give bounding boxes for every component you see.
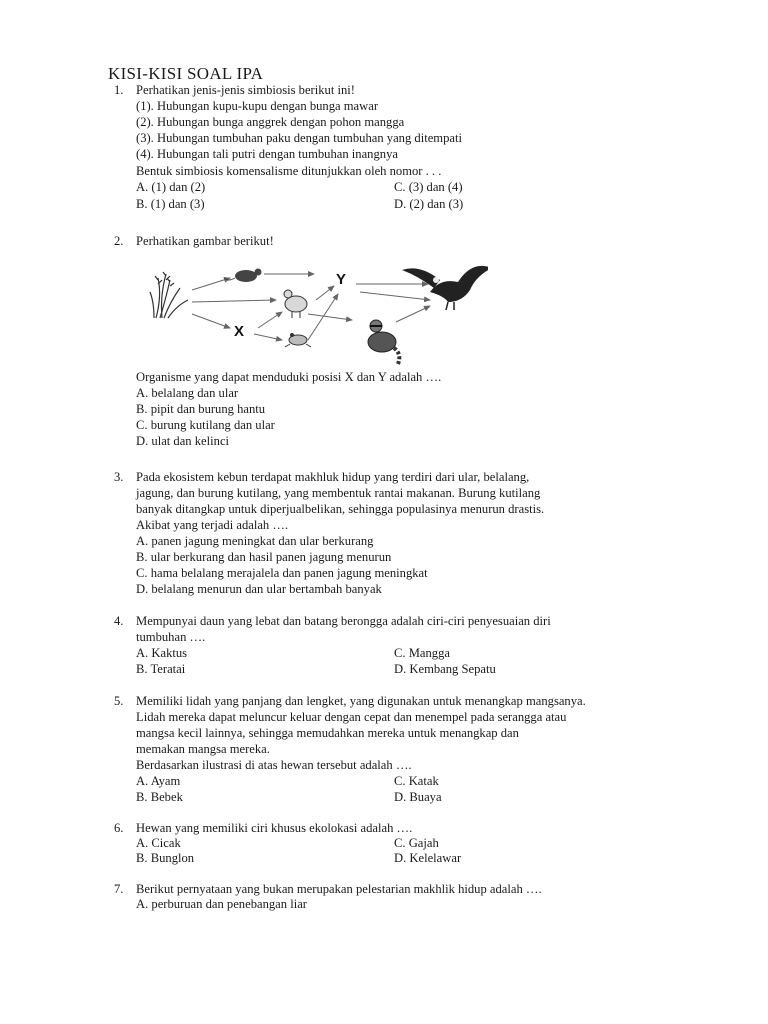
question-number: 3.: [114, 470, 124, 484]
option-a[interactable]: A. Ayam: [136, 774, 181, 788]
option-a[interactable]: A. Kaktus: [136, 646, 188, 660]
question-number: 6.: [114, 821, 124, 835]
statement-item: (4). Hubungan tali putri dengan tumbuhan inangnya: [136, 147, 398, 161]
option-c[interactable]: C. Mangga: [394, 646, 450, 660]
question-number: 2.: [114, 234, 124, 248]
option-b[interactable]: B. Bebek: [136, 790, 183, 804]
chicken-icon: [284, 290, 307, 318]
question-number: 7.: [114, 882, 124, 896]
question-text-line: Mempunyai daun yang lebat dan batang berongga adalah ciri-ciri penyesuaian diri: [136, 614, 551, 628]
question-number: 4.: [114, 614, 124, 628]
option-b[interactable]: B. pipit dan burung hantu: [136, 402, 266, 416]
mouse-icon: [224, 269, 262, 283]
food-web-diagram: [148, 256, 488, 368]
statement-item: (1). Hubungan kupu-kupu dengan bunga mawar: [136, 99, 379, 113]
option-b[interactable]: B. Teratai: [136, 662, 186, 676]
option-d[interactable]: D. belalang menurun dan ular bertambah banyak: [136, 582, 382, 596]
page-title: KISI-KISI SOAL IPA: [108, 64, 264, 83]
statement-item: (3). Hubungan tumbuhan paku dengan tumbuhan yang ditempati: [136, 131, 462, 145]
question-stem: Hewan yang memiliki ciri khusus ekolokasi adalah ….: [136, 821, 413, 835]
question-text-line: Lidah mereka dapat meluncur keluar dengan cepat dan menempel pada serangga atau: [136, 710, 567, 724]
question-text-line: Memiliki lidah yang panjang dan lengket, yang digunakan untuk menangkap mangsanya.: [136, 694, 586, 708]
option-b[interactable]: B. Bunglon: [136, 851, 195, 865]
option-b[interactable]: B. ular berkurang dan hasil panen jagung menurun: [136, 550, 392, 564]
question-stem: Berikut pernyataan yang bukan merupakan pelestarian makhlik hidup adalah ….: [136, 882, 542, 896]
option-c[interactable]: C. Gajah: [394, 836, 439, 850]
option-d[interactable]: D. Kembang Sepatu: [394, 662, 496, 676]
option-a[interactable]: A. perburuan dan penebangan liar: [136, 897, 307, 911]
option-c[interactable]: C. burung kutilang dan ular: [136, 418, 275, 432]
question-text-line: banyak ditangkap untuk diperjualbelikan, sehingga populasinya menurun drastis.: [136, 502, 545, 516]
question-number: 1.: [114, 83, 124, 97]
label-x: X: [234, 323, 245, 340]
question-text-line: Akibat yang terjadi adalah ….: [136, 518, 289, 532]
option-a[interactable]: A. (1) dan (2): [136, 180, 206, 194]
grass-icon: [150, 272, 188, 318]
option-d[interactable]: D. (2) dan (3): [394, 197, 464, 211]
question-prompt: Berdasarkan ilustrasi di atas hewan tersebut adalah ….: [136, 758, 412, 772]
option-a[interactable]: A. panen jagung meningkat dan ular berkurang: [136, 534, 374, 548]
option-c[interactable]: C. Katak: [394, 774, 439, 788]
question-text-line: tumbuhan ….: [136, 630, 206, 644]
question-stem: Perhatikan gambar berikut!: [136, 234, 274, 248]
option-a[interactable]: A. Cicak: [136, 836, 181, 850]
option-c[interactable]: C. hama belalang merajalela dan panen jagung meningkat: [136, 566, 428, 580]
eagle-icon: [402, 266, 488, 310]
question-text-line: memakan mangsa mereka.: [136, 742, 270, 756]
question-text-line: jagung, dan burung kutilang, yang membentuk rantai makanan. Burung kutilang: [136, 486, 541, 500]
question-text-line: Pada ekosistem kebun terdapat makhluk hidup yang terdiri dari ular, belalang,: [136, 470, 530, 484]
option-d[interactable]: D. ulat dan kelinci: [136, 434, 230, 448]
option-d[interactable]: D. Buaya: [394, 790, 442, 804]
option-c[interactable]: C. (3) dan (4): [394, 180, 463, 194]
question-prompt: Organisme yang dapat menduduki posisi X dan Y adalah ….: [136, 370, 442, 384]
question-stem: Perhatikan jenis-jenis simbiosis berikut ini!: [136, 83, 355, 97]
option-b[interactable]: B. (1) dan (3): [136, 197, 205, 211]
raccoon-icon: [368, 320, 399, 364]
question-text-line: mangsa kecil lainnya, sehingga memudahkan mereka untuk menangkap dan: [136, 726, 519, 740]
option-d[interactable]: D. Kelelawar: [394, 851, 462, 865]
option-a[interactable]: A. belalang dan ular: [136, 386, 239, 400]
question-number: 5.: [114, 694, 124, 708]
label-y: Y: [336, 271, 347, 288]
question-prompt: Bentuk simbiosis komensalisme ditunjukkan oleh nomor . . .: [136, 164, 442, 178]
frog-icon: [285, 333, 311, 347]
statement-item: (2). Hubungan bunga anggrek dengan pohon mangga: [136, 115, 405, 129]
